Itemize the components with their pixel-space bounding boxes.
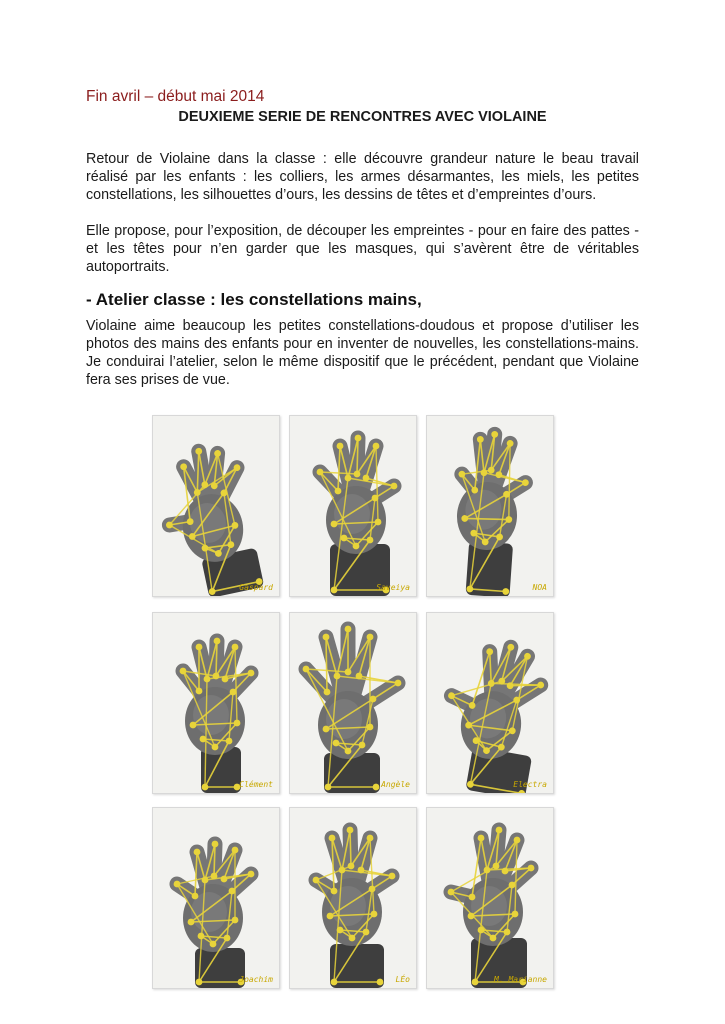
hand-constellation-image — [427, 416, 553, 596]
child-signature: NOA — [532, 583, 547, 592]
hand-photo — [289, 807, 417, 989]
exhibition-paragraph: Elle propose, pour l’exposition, de découper les empreintes - pour en faire des pattes - et les têtes pour n’en garder que les masques, qui s’avèrent être de véritables autoportraits. — [86, 223, 639, 275]
hand-constellation-image — [290, 416, 416, 596]
hand-constellation-image — [153, 613, 279, 793]
hand-photo — [426, 612, 554, 794]
hand-photo — [426, 415, 554, 597]
child-signature: Angèle — [381, 780, 410, 789]
intro-paragraph: Retour de Violaine dans la classe : elle découvre grandeur nature le beau travail réalisé par les enfants : les colliers, les armes désarmantes, les miels, les petites constellations, les silhouettes d’ours, les dessins de têtes et d’empreintes d’ours. — [86, 151, 639, 203]
section-heading: - Atelier classe : les constellations mains, — [86, 290, 422, 309]
child-signature: Electra — [513, 780, 547, 789]
hand-photo — [289, 612, 417, 794]
hand-photo — [152, 612, 280, 794]
child-signature: M. Marianne — [494, 975, 547, 984]
child-signature: Clément — [239, 780, 273, 789]
hand-constellation-image — [153, 808, 279, 988]
hand-photo — [426, 807, 554, 989]
hand-photo — [152, 415, 280, 597]
hand-constellation-image — [153, 416, 279, 596]
child-signature: Saveiya — [376, 583, 410, 592]
hand-photo — [289, 415, 417, 597]
hand-constellation-image — [290, 808, 416, 988]
workshop-paragraph: Violaine aime beaucoup les petites constellations-doudous et propose d’utiliser les photos des mains des enfants pour en inventer de nouvelles, les constellations-mains. Je conduirai l’atelier, selon le même dispositif que le précédent, pendant que Violaine fera ses prises de vue. — [86, 318, 639, 388]
hand-constellation-image — [427, 808, 553, 988]
date-line: Fin avril – début mai 2014 — [86, 88, 265, 105]
child-signature: Joachim — [239, 975, 273, 984]
hand-constellation-image — [290, 613, 416, 793]
hand-constellation-image — [427, 613, 553, 793]
page-title: DEUXIEME SERIE DE RENCONTRES AVEC VIOLAINE — [178, 109, 547, 125]
hand-photo — [152, 807, 280, 989]
child-signature: Gaspard — [239, 583, 273, 592]
child-signature: LÉo — [395, 975, 410, 984]
